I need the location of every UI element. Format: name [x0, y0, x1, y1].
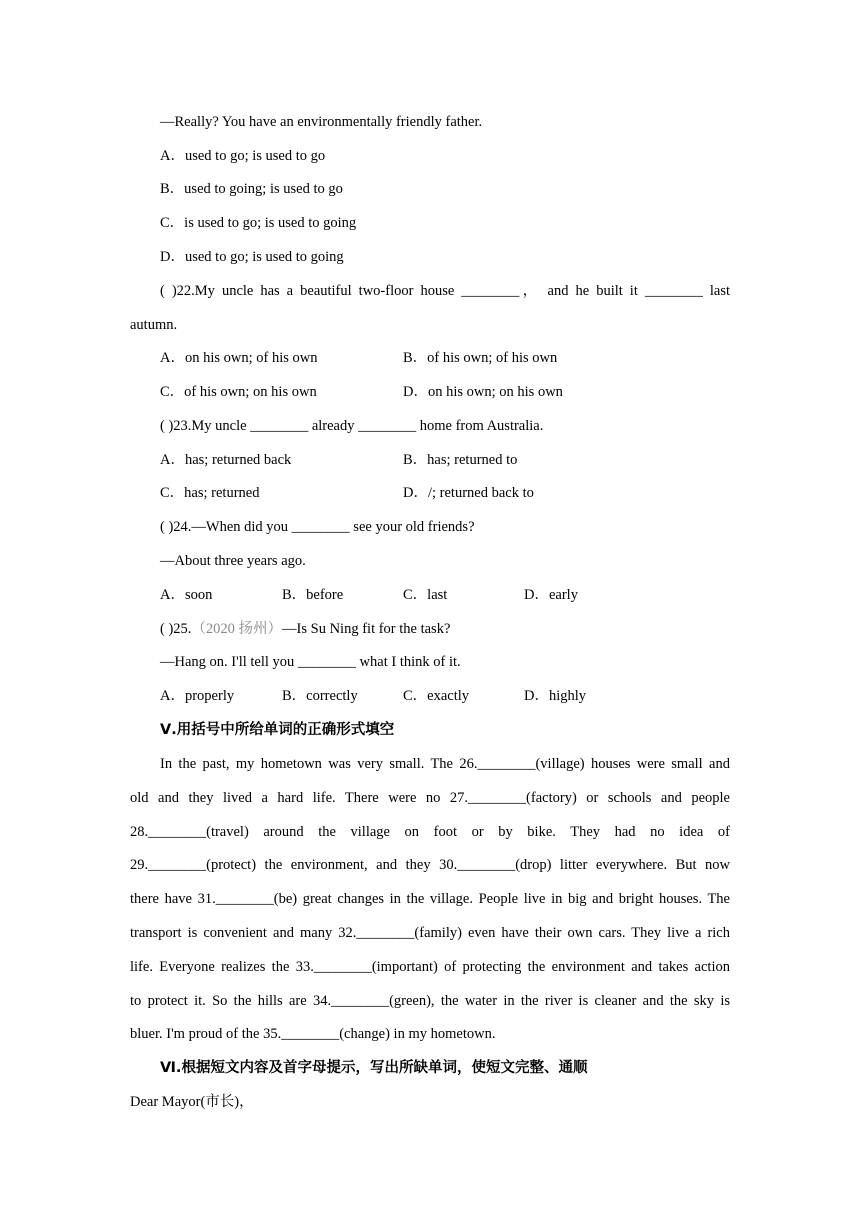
paragraph-line: old and they lived a hard life. There were no 27.________(factory) or schools and people: [130, 790, 730, 806]
option-text: C．last: [403, 587, 448, 603]
q22-stem-text: ( )22.My uncle has a beautiful two-floor house ________， and he built it ________ last: [160, 283, 730, 299]
q25-source: （2020 扬州）: [191, 621, 283, 637]
option-text: A．soon: [160, 587, 213, 603]
q24-reply-text: —About three years ago.: [160, 553, 306, 569]
option-text: C．exactly: [403, 688, 470, 704]
salutation-text: Dear Mayor(市长)，: [130, 1094, 254, 1110]
paragraph-line: transport is convenient and many 32.________(family) even have their own cars. They live a rich: [130, 925, 730, 941]
option-text: A．has; returned back: [160, 452, 292, 468]
option-text: D．on his own; on his own: [403, 384, 563, 400]
paragraph-line: life. Everyone realizes the 33.________(important) of protecting the environment and takes action: [130, 959, 730, 975]
option-text: B．of his own; of his own: [403, 350, 558, 366]
section-heading: Ⅴ.用括号中所给单词的正确形式填空: [160, 722, 395, 738]
option-text: D．used to go; is used to going: [160, 249, 344, 265]
q21-reply-text: —Really? You have an environmentally friendly father.: [160, 114, 483, 130]
paragraph-line: bluer. I'm proud of the 35.________(change) in my hometown.: [130, 1026, 496, 1042]
paragraph-line: In the past, my hometown was very small. The 26.________(village) houses were small and: [160, 756, 730, 772]
q25-question: —Is Su Ning fit for the task?: [282, 621, 451, 637]
paragraph-line: 29.________(protect) the environment, and they 30.________(drop) litter everywhere. But now: [130, 857, 730, 873]
option-text: D．highly: [524, 688, 587, 704]
option-text: B．has; returned to: [403, 452, 518, 468]
option-text: A．properly: [160, 688, 235, 704]
q25-number: ( )25.: [160, 621, 192, 637]
paragraph-line: there have 31.________(be) great changes in the village. People live in big and bright houses. The: [130, 891, 730, 907]
option-text: A．on his own; of his own: [160, 350, 318, 366]
option-text: C．has; returned: [160, 485, 260, 501]
section-heading: Ⅵ.根据短文内容及首字母提示，写出所缺单词，使短文完整、通顺: [160, 1060, 588, 1076]
q25-reply-text: —Hang on. I'll tell you ________ what I think of it.: [160, 654, 461, 670]
option-text: A．used to go; is used to go: [160, 148, 326, 164]
option-text: B．before: [282, 587, 344, 603]
option-text: D．early: [524, 587, 578, 603]
q23-stem-text: ( )23.My uncle ________ already ________ home from Australia.: [160, 418, 544, 434]
paragraph-line: to protect it. So the hills are 34.________(green), the water in the river is cleaner and the sky is: [130, 993, 730, 1009]
option-text: B．correctly: [282, 688, 358, 704]
option-text: C．is used to go; is used to going: [160, 215, 357, 231]
option-text: C．of his own; on his own: [160, 384, 317, 400]
q25-stem-text: [160, 619, 450, 639]
q22-stem-cont-text: autumn.: [130, 317, 178, 333]
option-text: B．used to going; is used to go: [160, 181, 343, 197]
q24-stem-text: ( )24.—When did you ________ see your old friends?: [160, 519, 475, 535]
option-text: D．/; returned back to: [403, 485, 534, 501]
paragraph-line: 28.________(travel) around the village on foot or by bike. They had no idea of: [130, 824, 730, 840]
